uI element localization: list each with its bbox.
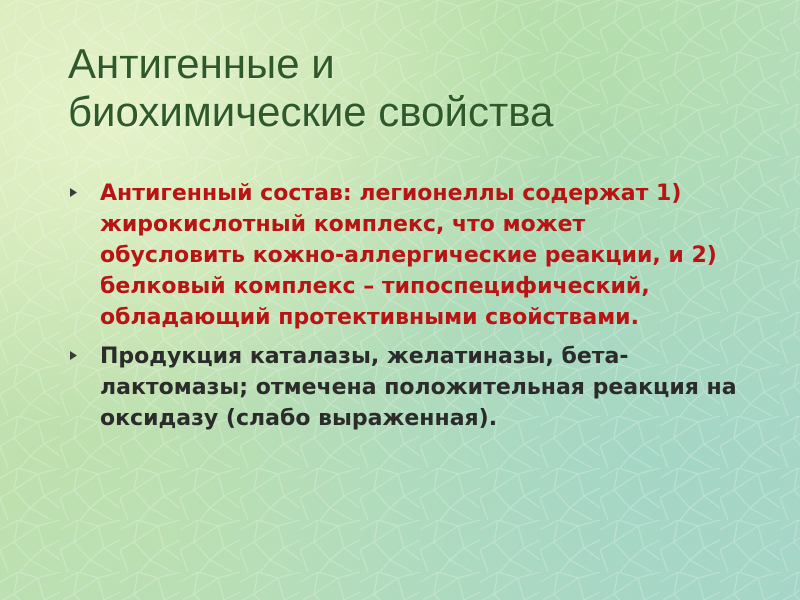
bullet-item-antigen-composition [70, 178, 730, 333]
slide-title-line-1: Антигенные и [68, 40, 335, 87]
bullet-arrow-icon [70, 351, 77, 360]
slide-title [68, 40, 748, 136]
bullet-text: Продукция каталазы, желатиназы, бета-лактомазы; отмечена положительная реакция на оксидазу (слабо выраженная). [100, 344, 737, 431]
bullet-arrow-icon [70, 188, 77, 197]
bullet-text: Антигенный состав: легионеллы содержат 1) жирокислотный комплекс, что может обусловить кожно-аллергические реакции, и 2) белковый комплекс – типоспецифический, обладающий протективными свойствами. [100, 181, 717, 330]
bullet-item-enzyme-production [70, 341, 740, 434]
slide-title-line-2: биохимические свойства [68, 88, 554, 135]
bullet-list [70, 178, 750, 442]
